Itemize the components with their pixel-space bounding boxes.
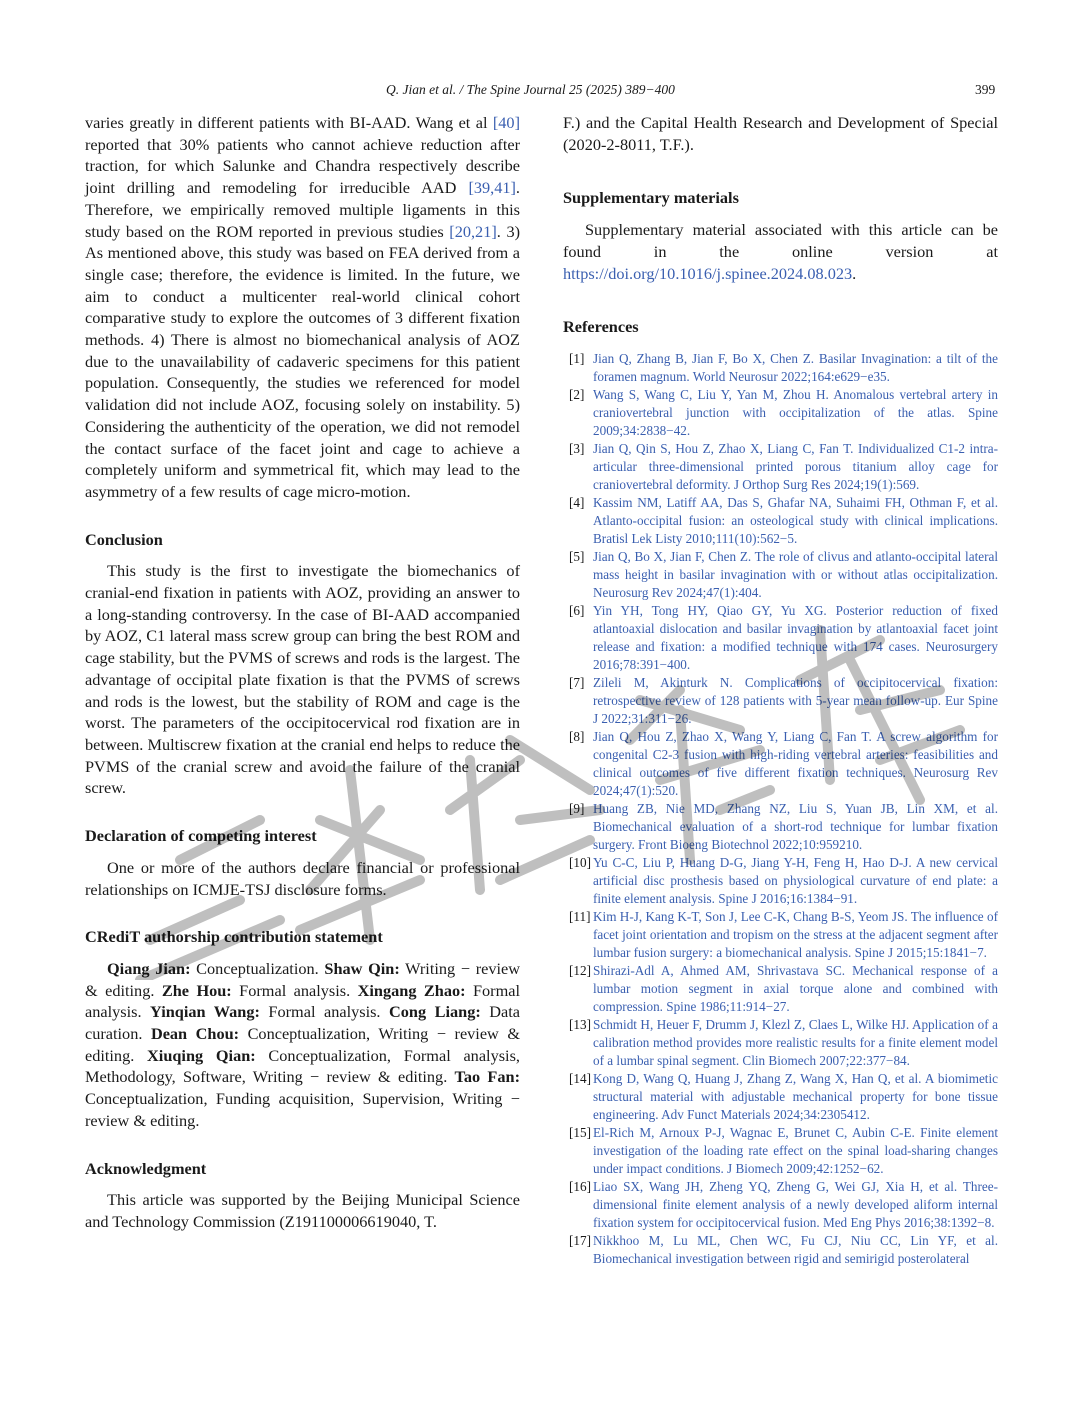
reference-text[interactable]: Wang S, Wang C, Liu Y, Yan M, Zhou H. Anomalous vertebral artery in craniovertebral junction with occipitalization of the atlas. Spine 2009;34:2838−42. <box>593 386 998 438</box>
reference-item[interactable] <box>563 1016 998 1070</box>
reference-number: [15] <box>569 1124 591 1140</box>
reference-text[interactable]: El-Rich M, Arnoux P-J, Wagnac E, Brunet C, Aubin C-E. Finite element investigation of the loading rate effect on the spinal load-sharing changes under impact conditions. J Biomech 2009;42:1252−62. <box>593 1124 998 1176</box>
author-name: Qiang Jian: <box>107 958 191 978</box>
reference-number: [16] <box>569 1178 591 1194</box>
reference-item[interactable] <box>563 386 998 440</box>
reference-item[interactable] <box>563 350 998 386</box>
reference-text[interactable]: Zileli M, Akinturk N. Complications of occipitocervical fixation: retrospective review of 128 patients with 5-year mean follow-up. Eur Spine J 2022;31:311−26. <box>593 674 998 726</box>
reference-number: [13] <box>569 1016 591 1032</box>
doi-link[interactable]: https://doi.org/10.1016/j.spinee.2024.08.023 <box>563 263 853 283</box>
reference-number: [6] <box>569 602 585 618</box>
author-role: Conceptualization, Writing − review & editing. <box>85 1024 520 1065</box>
right-column <box>563 112 998 1268</box>
reference-number: [12] <box>569 962 591 978</box>
reference-text[interactable]: Yu C-C, Liu P, Huang D-G, Jiang Y-H, Feng H, Hao D-J. A new cervical artificial disc prosthesis based on physiological curvature of end plate: a finite element analysis. Spine J 2016;16:1384−91. <box>593 854 998 906</box>
supplementary-heading: Supplementary materials <box>563 188 739 208</box>
declaration-paragraph: One or more of the authors declare financial or professional relationships on ICMJE-TSJ disclosure forms. <box>85 857 520 899</box>
text-run: reported that 30% patients who cannot achieve reduction after traction, for which Salunke and Chandra respectively describe joint drilling and remodeling for irreducible AAD <box>85 134 520 198</box>
reference-item[interactable] <box>563 548 998 602</box>
left-column <box>85 112 520 1233</box>
reference-item[interactable] <box>563 1178 998 1232</box>
author-role: Formal analysis. <box>231 980 358 1000</box>
reference-number: [7] <box>569 674 585 690</box>
reference-item[interactable] <box>563 962 998 1016</box>
author-name: Dean Chou: <box>150 1024 240 1044</box>
author-name: Cong Liang: <box>389 1002 481 1022</box>
author-role: Data curation. <box>85 1002 521 1044</box>
supplementary-paragraph <box>563 219 998 284</box>
reference-item[interactable] <box>563 908 998 962</box>
reference-number: [8] <box>569 728 585 744</box>
author-name: Xiuqing Qian: <box>147 1045 256 1065</box>
declaration-heading: Declaration of competing interest <box>85 826 317 846</box>
reference-item[interactable] <box>563 728 998 800</box>
reference-text[interactable]: Yin YH, Tong HY, Qiao GY, Yu XG. Posterior reduction of fixed atlantoaxial dislocation and basilar invagination by atlantoaxial facet joint release and fixation: a modified technique with 174 cases. Neurosurgery 2016;78:391−400. <box>593 602 998 672</box>
reference-item[interactable] <box>563 440 998 494</box>
reference-number: [4] <box>569 494 585 510</box>
reference-text[interactable]: Jian Q, Zhang B, Jian F, Bo X, Chen Z. Basilar Invagination: a tilt of the foramen magnum. World Neurosur 2022;164:e629−e35. <box>593 350 998 384</box>
author-role: Formal analysis. <box>85 980 521 1022</box>
reference-number: [3] <box>569 440 585 456</box>
reference-number: [1] <box>569 350 585 366</box>
author-name: Tao Fan: <box>454 1067 520 1087</box>
reference-text[interactable]: Jian Q, Hou Z, Zhao X, Wang Y, Liang C, Fan T. A screw algorithm for congenital C2-3 fusion with high-riding vertebral arteries: feasibilities and clinical outcomes of five different fixation techniques. Neurosurg Rev 2024;47(1):520. <box>593 728 998 798</box>
limitations-paragraph <box>85 112 520 503</box>
reference-number: [5] <box>569 548 585 564</box>
reference-text[interactable]: Jian Q, Bo X, Jian F, Chen Z. The role of clivus and atlanto-occipital lateral mass height in basilar invagination with or without atlas occipitalization. Neurosurg Rev 2024;47(1):404. <box>593 548 998 600</box>
reference-item[interactable] <box>563 1070 998 1124</box>
author-role: Conceptualization. <box>190 958 325 978</box>
reference-text[interactable]: Liao SX, Wang JH, Zheng YQ, Zheng G, Wei GJ, Xia H, et al. Three-dimensional finite element analysis of a newly developed aliform internal fixation system for occipitocervical fusion. Med Eng Phys 2016;38:1392−8. <box>593 1178 998 1230</box>
text-run: . Therefore, we empirically removed multiple ligaments in this study based on the ROM reported in previous studies <box>85 178 520 241</box>
acknowledgment-paragraph: This article was supported by the Beijing Municipal Science and Technology Commission (Z191100006619040, T. <box>85 1190 520 1231</box>
text-run: Supplementary material associated with this article can be found in the online version at <box>563 220 998 261</box>
reference-item[interactable] <box>563 602 998 674</box>
conclusion-paragraph: This study is the first to investigate the biomechanics of cranial-end fixation in patients with AOZ, providing an answer to a long-standing controversy. In the case of BI-AAD accompanied by AOZ, C1 lateral mass screw group can bring the best ROM and cage stability, but the PVMS of screws and rods is the largest. The advantage of occipital plate fixation is that the PVMS of screws and rods is the lowest, but the stability of ROM and cage is the worst. The parameters of the occipitocervical rod fixation are in between. Multiscrew fixation at the cranial end helps to reduce the PVMS of the cranial screw and avoid the failure of the cranial screw. <box>85 561 520 798</box>
author-name: Yinqian Wang: <box>150 1002 260 1022</box>
running-header <box>0 82 1080 104</box>
text-run: . 3) As mentioned above, this study was based on FEA derived from a single case; therefore, the evidence is limited. In the future, we aim to conduct a multicenter real-world clinical cohort comparative study to explore the outcomes of 3 different fixation methods. 4) There is almost no biomechanical analysis of AOZ due to the unavailability of cadaveric specimens for this patient population. Consequently, the studies we referenced for model validation did not include AOZ, focusing solely on instability. 5) Considering the authenticity of the operation, we did not remodel the contact surface of the facet joint and cage to achieve a completely uniform and symmetrical fit, which may lead to the asymmetry of a few results of cage micro-motion. <box>85 221 521 501</box>
citation-link[interactable]: [40] <box>492 113 520 132</box>
reference-number: [9] <box>569 800 585 816</box>
acknowledgment-heading: Acknowledgment <box>85 1158 207 1178</box>
author-name: Xingang Zhao: <box>357 980 466 1000</box>
reference-text[interactable]: Jian Q, Qin S, Hou Z, Zhao X, Liang C, Fan T. Individualized C1-2 intra-articular three-dimensional printed porous titanium alloy cage for craniovertebral deformity. J Orthop Surg Res 2024;19(1):569. <box>593 440 998 492</box>
reference-number: [17] <box>569 1232 591 1248</box>
credit-paragraph <box>85 958 520 1132</box>
reference-list <box>563 350 998 1268</box>
reference-item[interactable] <box>563 1124 998 1178</box>
references-heading: References <box>563 317 639 337</box>
reference-text[interactable]: Kim H-J, Kang K-T, Son J, Lee C-K, Chang B-S, Yeom JS. The influence of facet joint orientation and tropism on the stress at the adjacent segment after lumbar fusion surgery: a biomechanical analysis. Spine J 2015;15:1841−7. <box>593 908 998 960</box>
credit-heading: CRediT authorship contribution statement <box>85 927 383 947</box>
text-run: . <box>852 263 857 283</box>
reference-text[interactable]: Kassim NM, Latiff AA, Das S, Ghafar NA, Suhaimi FH, Othman F, et al. Atlanto-occipital fusion: an osteological study with clinical implications. Bratisl Lek Listy 2010;111(10):562−5. <box>593 494 998 546</box>
reference-text[interactable]: Schmidt H, Heuer F, Drumm J, Klezl Z, Claes L, Wilke HJ. Application of a calibration method provides more realistic results for a finite element model of a lumbar spinal segment. Clin Biomech 2007;22:377−84. <box>593 1016 998 1068</box>
reference-text[interactable]: Nikkhoo M, Lu ML, Chen WC, Fu CJ, Niu CC, Lin YF, et al. Biomechanical investigation between rigid and semirigid posterolateral <box>593 1232 998 1266</box>
conclusion-heading: Conclusion <box>85 529 163 549</box>
reference-item[interactable] <box>563 1232 998 1268</box>
author-name: Zhe Hou: <box>161 980 232 1000</box>
journal-citation: Q. Jian et al. / The Spine Journal 25 (2025) 389−400 <box>386 82 675 97</box>
reference-number: [10] <box>569 854 591 870</box>
author-role: Conceptualization, Funding acquisition, Supervision, Writing − review & editing. <box>85 1089 520 1130</box>
reference-number: [11] <box>569 908 591 924</box>
author-role: Writing − review & editing. <box>85 958 520 1000</box>
text-run: varies greatly in different patients with BI-AAD. Wang et al <box>85 113 493 132</box>
author-name: Shaw Qin: <box>324 958 400 978</box>
citation-link[interactable]: [20,21] <box>449 221 497 241</box>
reference-text[interactable]: Kong D, Wang Q, Huang J, Zhang Z, Wang X, Han Q, et al. A biomimetic structural material with adjustable mechanical property for bone tissue engineering. Adv Funct Materials 2024;34:2305412. <box>593 1070 998 1122</box>
acknowledgment-continued: F.) and the Capital Health Research and Development of Special (2020-2-8011, T.F.). <box>563 113 998 154</box>
reference-text[interactable]: Shirazi-Adl A, Ahmed AM, Shrivastava SC. Mechanical response of a lumbar motion segment in axial torque alone and combined with compression. Spine 1986;11:914−27. <box>593 962 998 1014</box>
page-number: 399 <box>975 82 996 97</box>
reference-item[interactable] <box>563 854 998 908</box>
reference-text[interactable]: Huang ZB, Nie MD, Zhang NZ, Liu S, Yuan JB, Lin XM, et al. Biomechanical evaluation of a short-rod technique for lumbar fixation surgery. Front Bioeng Biotechnol 2022;10:959210. <box>593 800 998 852</box>
citation-link[interactable]: [39,41] <box>468 178 516 198</box>
author-role: Formal analysis. <box>259 1002 390 1022</box>
reference-item[interactable] <box>563 494 998 548</box>
reference-item[interactable] <box>563 674 998 728</box>
author-role: Conceptualization, Formal analysis, Methodology, Software, Writing − review & editing. <box>85 1045 520 1087</box>
reference-number: [2] <box>569 386 585 402</box>
reference-item[interactable] <box>563 800 998 854</box>
reference-number: [14] <box>569 1070 591 1086</box>
